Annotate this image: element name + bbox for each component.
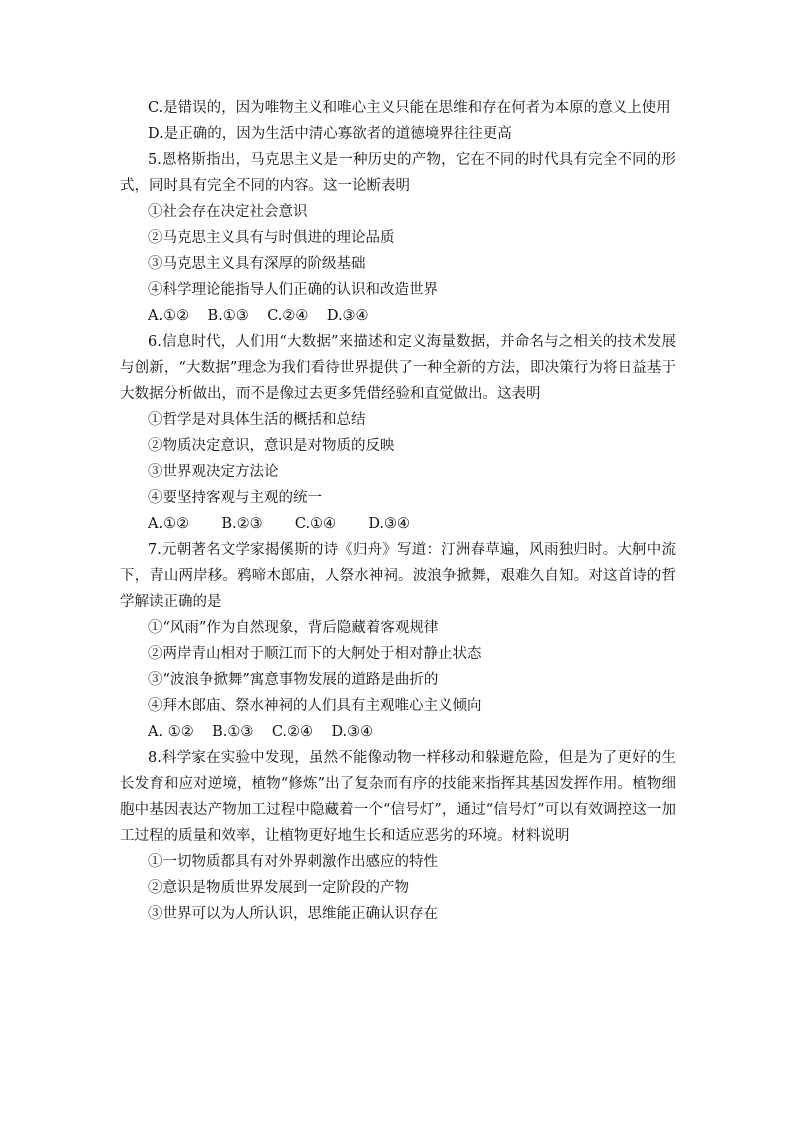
- question-8-stem: 8.科学家在实验中发现，虽然不能像动物一样移动和躲避危险，但是为了更好的生长发育和应对逆境，植物“修炼”出了复杂而有序的技能来指挥其基因发挥作用。植物细胞中基因表达产物加工过程中隐藏着一个“信号灯”，通过“信号灯”可以有效调控这一加工过程的质量和效率，让植物更好地生长和适应恶劣的环境。材料说明: [120, 750, 676, 844]
- question-5-stem: 5.恩格斯指出，马克思主义是一种历史的产物，它在不同的时代具有完全不同的形式，同时具有完全不同的内容。这一论断表明: [120, 152, 676, 194]
- question-6-statement-4: ④要坚持客观与主观的统一: [148, 490, 322, 506]
- question-7-statement-1: ①“风雨”作为自然现象，背后隐藏着客观规律: [148, 620, 439, 636]
- question-5-statement-2: ②马克思主义具有与时俱进的理论品质: [148, 230, 395, 246]
- option-c-text: C.是错误的，因为唯物主义和唯心主义只能在思维和存在何者为本原的意义上使用: [148, 100, 671, 116]
- question-6-statement-3: ③世界观决定方法论: [148, 464, 279, 480]
- question-7-choices: A. ①② B.①③ C.②④ D.③④: [148, 724, 374, 740]
- question-8-statement-3: ③世界可以为人所认识，思维能正确认识存在: [148, 906, 438, 922]
- question-6-statement-2: ②物质决定意识，意识是对物质的反映: [148, 438, 395, 454]
- question-8-statement-2: ②意识是物质世界发展到一定阶段的产物: [148, 880, 409, 896]
- option-d-text: D.是正确的，因为生活中清心寡欲者的道德境界往往更高: [148, 126, 512, 142]
- question-6-stem: 6.信息时代，人们用“大数据”来描述和定义海量数据，并命名与之相关的技术发展与创新，“大数据”理念为我们看待世界提供了一种全新的方法，即决策行为将日益基于大数据分析做出，而不是像过去更多凭借经验和直觉做出。这表明: [120, 334, 676, 402]
- question-7-statement-2: ②两岸青山相对于顺江而下的大舸处于相对静止状态: [148, 646, 482, 662]
- question-6-statement-1: ①哲学是对具体生活的概括和总结: [148, 412, 366, 428]
- question-7-statement-4: ④拜木郎庙、祭水神祠的人们具有主观唯心主义倾向: [148, 698, 482, 714]
- question-6-choices: A.①② B.②③ C.①④ D.③④: [148, 516, 411, 532]
- question-5-statement-4: ④科学理论能指导人们正确的认识和改造世界: [148, 282, 438, 298]
- question-7-statement-3: ③“波浪争掀舞”寓意事物发展的道路是曲折的: [148, 672, 439, 688]
- document-page: [120, 95, 676, 927]
- question-5-statement-1: ①社会存在决定社会意识: [148, 204, 308, 220]
- question-5-statement-3: ③马克思主义具有深厚的阶级基础: [148, 256, 366, 272]
- question-7-stem: 7.元朝著名文学家揭傒斯的诗《归舟》写道：汀洲春草遍，风雨独归时。大舸中流下，青山两岸移。鸦啼木郎庙，人祭水神祠。波浪争掀舞，艰难久自知。对这首诗的哲学解读正确的是: [120, 542, 676, 610]
- question-5-choices: A.①② B.①③ C.②④ D.③④: [148, 308, 369, 324]
- question-8-statement-1: ①一切物质都具有对外界刺激作出感应的特性: [148, 854, 438, 870]
